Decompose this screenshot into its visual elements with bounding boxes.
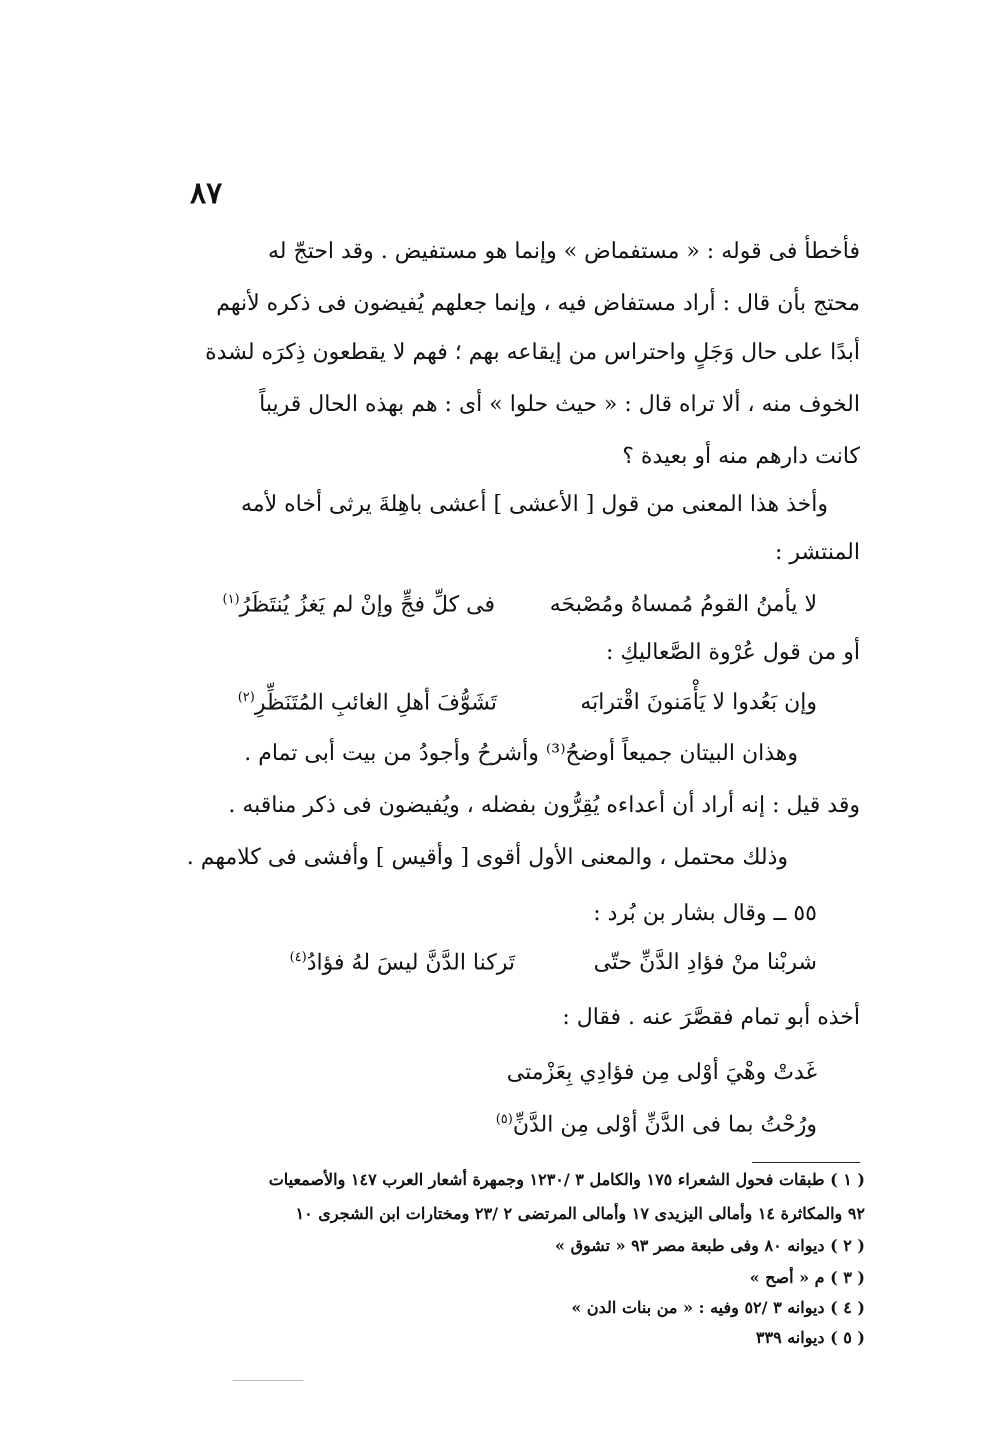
- text-line: وهذان البيتان جميعاً أوضحُ⁽³⁾ وأشرحُ وأجودُ من بيت أبى تمام .: [244, 741, 798, 766]
- verse-line: غَدتْ وهْيَ أوْلى مِن فؤادِي بِعَزْمتى: [506, 1060, 817, 1085]
- page-number: ٨٧: [190, 176, 223, 211]
- verse-hemistich-text: تَركنا الدَّنَّ ليسَ لهُ فؤادُ: [306, 950, 515, 976]
- text-line: وأخذ هذا المعنى من قول [ الأعشى ] أعشى باهِلةَ يرثى أخاه لأمه: [241, 492, 828, 517]
- text-line: أخذه أبو تمام فقصَّرَ عنه . فقال :: [562, 1005, 860, 1030]
- footnote-ref: (١): [222, 592, 240, 607]
- verse-hemistich-right: لا يأمنُ القومُ مُمساهُ ومُصْبحَه: [549, 592, 817, 617]
- footnote-ref: (٤): [289, 950, 307, 965]
- text-line: محتج بأن قال : أراد مستفاض فيه ، وإنما جعلهم يُفيضون فى ذكره لأنهم: [216, 291, 860, 316]
- footnote: ( ٤ ) ديوانه ٣ /٥٢ وفيه : « من بنات الدن »: [571, 1298, 865, 1317]
- scan-mark: [233, 1380, 303, 1381]
- verse-hemistich-text: فى كلِّ فجٍّ وإنْ لم يَغزُ يُنتَظَرُ: [239, 592, 495, 618]
- verse-line: [496, 1112, 817, 1137]
- verse-hemistich-left: [290, 950, 515, 975]
- text-line: ٥٥ ــ وقال بشار بن بُرد :: [593, 901, 817, 926]
- text-line: الخوف منه ، ألا تراه قال : « حيث حلوا » أى : هم بهذه الحال قريباً: [259, 392, 860, 417]
- text-line: فأخطأ فى قوله : « مستفماض » وإنما هو مستفيض . وقد احتجّ له: [268, 239, 860, 264]
- footnote: ( ٢ ) ديوانه ٨٠ وفى طبعة مصر ٩٣ « تشوق »: [555, 1236, 865, 1255]
- text-line: كانت دارهم منه أو بعيدة ؟: [622, 444, 860, 469]
- text-line: وذلك محتمل ، والمعنى الأول أقوى [ وأقيس ] وأفشى فى كلامهم .: [186, 845, 788, 870]
- footnote: ( ١ ) طبقات فحول الشعراء ١٧٥ والكامل ٣ /١٢٣٠ وجمهرة أشعار العرب ١٤٧ والأصمعيات: [268, 1170, 865, 1189]
- text-line: وقد قيل : إنه أراد أن أعداءه يُقِرُّون بفضله ، ويُفيضون فى ذكر مناقبه .: [228, 793, 860, 818]
- footnote: ( ٣ ) م « أصح »: [749, 1268, 865, 1287]
- verse-text: ورُحْتُ بما فى الدَّنِّ أوْلى مِن الدَّنِّ: [512, 1112, 817, 1138]
- verse-hemistich-text: تَشَوُّفَ أهلِ الغائبِ المُتَنَظِّرِ: [254, 690, 497, 716]
- text-line: أبدًا على حال وَجَلٍ واحتراس من إيقاعه بهم ؛ فهم لا يقطعون ذِكرَه لشدة: [205, 340, 860, 365]
- verse-hemistich-left: [238, 690, 497, 715]
- footnote-ref: (٥): [495, 1112, 513, 1127]
- footnote: ٩٢ والمكاثرة ١٤ وأمالى اليزيدى ١٧ وأمالى المرتضى ٢ /٢٣ ومختارات ابن الشجرى ١٠: [295, 1204, 865, 1223]
- verse-hemistich-right: شربْنا منْ فؤادِ الدَّنِّ حتّى: [593, 950, 817, 975]
- verse-hemistich-right: وإن بَعُدوا لا يَأْمَنونَ اقْترابَه: [580, 690, 817, 715]
- text-line: أو من قول عُرْوة الصَّعاليكِ :: [605, 640, 860, 665]
- footnote-divider: [752, 1162, 860, 1163]
- text-line: المنتشر :: [775, 540, 860, 565]
- footnote-ref: (٢): [237, 690, 255, 705]
- verse-hemistich-left: [222, 592, 495, 617]
- footnote: ( ٥ ) ديوانه ٣٣٩: [755, 1328, 865, 1347]
